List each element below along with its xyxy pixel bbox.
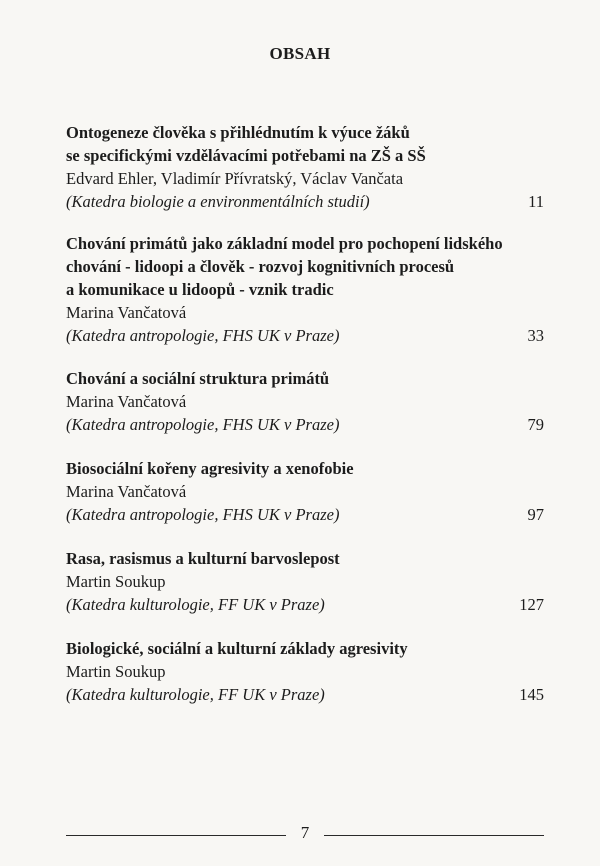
entry-affiliation: (Katedra kulturologie, FF UK v Praze) [66,685,325,704]
footer-rule-right [324,835,544,836]
entry-title-line: a komunikace u lidoopů - vznik tradic [66,280,334,299]
entry-affiliation: (Katedra antropologie, FHS UK v Praze) [66,326,340,345]
toc-entry [66,547,544,616]
entry-page-number: 79 [527,415,544,434]
entry-author: Edvard Ehler, Vladimír Přívratský, Václav Vančata [66,169,404,188]
entry-affiliation: (Katedra antropologie, FHS UK v Praze) [66,505,340,524]
entry-author: Martin Soukup [66,572,166,591]
toc-entry [66,121,544,213]
entry-page-number: 33 [527,326,544,345]
entry-page-number: 11 [528,192,544,211]
entry-page-number: 127 [519,595,544,614]
entry-author: Marina Vančatová [66,482,187,501]
entry-title-line: se specifickými vzdělávacími potřebami na ZŠ a SŠ [66,146,426,165]
page-footer [66,823,544,843]
toc-entry [66,457,544,526]
entry-page-number: 97 [527,505,544,524]
entry-author: Marina Vančatová [66,392,187,411]
toc-entry [66,232,544,347]
entry-title-line: Rasa, rasismus a kulturní barvoslepost [66,549,340,568]
entry-title-line: Biosociální kořeny agresivity a xenofobie [66,459,354,478]
entry-title-line: Chování primátů jako základní model pro pochopení lidského [66,234,503,253]
entry-affiliation: (Katedra antropologie, FHS UK v Praze) [66,415,340,434]
entry-author: Marina Vančatová [66,303,187,322]
entry-title-line: Ontogeneze člověka s přihlédnutím k výuce žáků [66,123,410,142]
entry-author: Martin Soukup [66,662,166,681]
entry-title-line: Biologické, sociální a kulturní základy agresivity [66,639,408,658]
page-title: OBSAH [269,44,331,63]
toc-entry [66,637,544,706]
toc-entry [66,367,544,436]
entry-affiliation: (Katedra biologie a environmentálních studií) [66,192,370,211]
page-number: 7 [300,823,310,842]
entry-title-line: Chování a sociální struktura primátů [66,369,330,388]
entry-title-line: chování - lidoopi a člověk - rozvoj kognitivních procesů [66,257,455,276]
entry-affiliation: (Katedra kulturologie, FF UK v Praze) [66,595,325,614]
entry-page-number: 145 [519,685,544,704]
